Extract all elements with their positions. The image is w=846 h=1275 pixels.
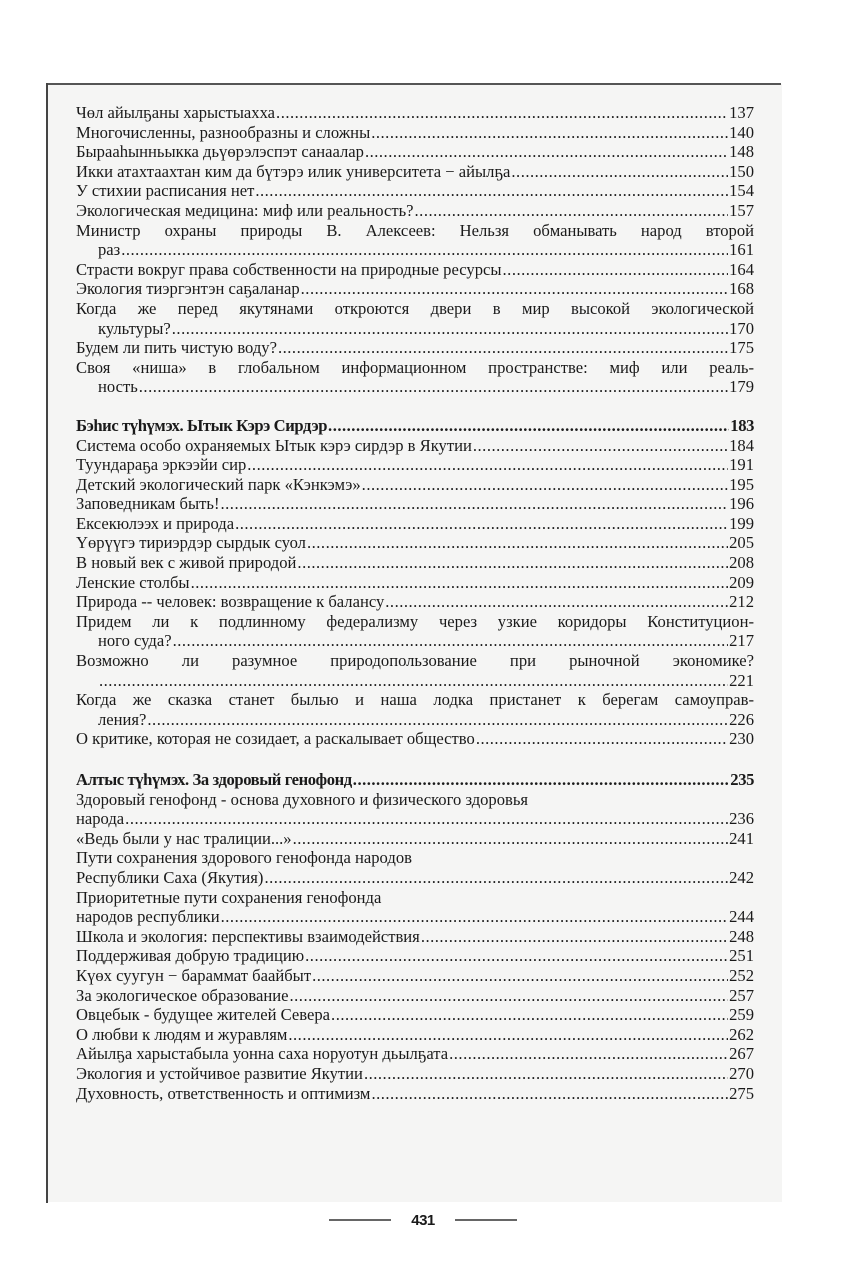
entry-title-line: Придем ли к подлинному федерализму через узкие коридоры Конституцион-	[76, 611, 754, 631]
frame-top-rule	[47, 83, 781, 85]
leader-dots	[305, 946, 728, 966]
toc-entry[interactable]: В новый век с живой природой ..... 208	[76, 553, 754, 573]
footer-rule-right	[455, 1219, 517, 1221]
page-number: 154	[729, 181, 754, 201]
toc-entry[interactable]: Многочисленны, разнообразны и сложны ..... 140	[76, 123, 754, 143]
leader-dots	[449, 1044, 728, 1064]
page-number: 140	[729, 122, 754, 142]
page-number: 212	[729, 592, 754, 612]
page-number: 205	[729, 533, 754, 553]
toc-entry[interactable]: Айылҕа харыстабыла уонна саха норуотун дьылҕата ..... 267	[76, 1044, 754, 1064]
entry-title-line: Пути сохранения здорового генофонда народов	[76, 848, 412, 868]
page-number: 148	[729, 142, 754, 162]
leader-dots	[290, 986, 729, 1006]
leader-dots	[415, 201, 729, 221]
page-number: 184	[729, 435, 754, 455]
leader-dots	[364, 1064, 728, 1084]
toc-entry[interactable]: Ексекюлээх и природа ..... 199	[76, 514, 754, 534]
page-number: 221	[729, 670, 754, 690]
toc-entry[interactable]: За экологическое образование ..... 257	[76, 986, 754, 1006]
leader-dots	[221, 494, 729, 514]
entry-title-line: Когда же перед якутянами откроются двери в мир высокой экологической	[76, 298, 754, 318]
page-number: 209	[729, 572, 754, 592]
page-number: 168	[729, 279, 754, 299]
leader-dots	[362, 475, 728, 495]
leader-dots	[301, 279, 728, 299]
leader-dots	[276, 103, 728, 123]
entry-title-line: Приоритетные пути сохранения генофонда	[76, 887, 382, 907]
toc-entry[interactable]: Күөх суугун − бараммат баайбыт ..... 252	[76, 966, 754, 986]
folio-page-number: 431	[411, 1211, 435, 1229]
leader-dots	[365, 142, 728, 162]
leader-dots	[221, 907, 728, 927]
leader-dots	[331, 1005, 728, 1025]
leader-dots	[278, 338, 728, 358]
page-number: 217	[729, 631, 754, 651]
leader-dots	[191, 573, 729, 593]
toc-entry[interactable]: О критике, которая не созидает, а раскалывает общество ..... 230	[76, 729, 754, 749]
leader-dots	[255, 181, 728, 201]
toc-entry[interactable]: Своя «ниша» в глобальном информационном пространстве: миф или реаль- ность ..... 179	[76, 358, 754, 397]
page-number: 161	[729, 240, 754, 260]
leader-dots	[121, 240, 728, 260]
toc-entry[interactable]: Детский экологический парк «Кэнкэмэ» ..... 195	[76, 475, 754, 495]
table-of-contents	[76, 103, 754, 1103]
page-number: 275	[729, 1083, 754, 1103]
toc-entry[interactable]: Министр охраны природы В. Алексеев: Нельзя обманывать народ второй раз ..... 161	[76, 221, 754, 260]
page-number: 150	[729, 161, 754, 181]
leader-dots	[172, 319, 728, 339]
page-number: 164	[729, 259, 754, 279]
toc-entry[interactable]: Бырааһынньыкка дьүөрэлэспэт санаалар ..... 148	[76, 142, 754, 162]
entry-title-line: Своя «ниша» в глобальном информационном пространстве: миф или реаль-	[76, 357, 754, 377]
toc-entry[interactable]: У стихии расписания нет ..... 154	[76, 181, 754, 201]
page-number: 259	[729, 1005, 754, 1025]
section-heading[interactable]: Алтыс түһүмэх. За здоровый генофонд ..... 235	[76, 770, 754, 790]
leader-dots	[293, 829, 729, 849]
toc-entry[interactable]: Пути сохранения здорового генофонда народов Республики Саха (Якутия) ..... 242	[76, 848, 754, 887]
toc-entry[interactable]: Духовность, ответственность и оптимизм ..... 275	[76, 1084, 754, 1104]
toc-entry[interactable]: Үөрүүгэ тириэрдэр сырдык суол ..... 205	[76, 533, 754, 553]
leader-dots	[99, 671, 728, 691]
page-number: 208	[729, 553, 754, 573]
toc-entry[interactable]: Природа -- человек: возвращение к балансу ..... 212	[76, 592, 754, 612]
page-number: 157	[729, 200, 754, 220]
page-number: 252	[729, 965, 754, 985]
toc-entry[interactable]: Когда же перед якутянами откроются двери в мир высокой экологической культуры? ..... 170	[76, 299, 754, 338]
entry-title-line: Когда же сказка станет былью и наша лодка пристанет к берегам самоуправ-	[76, 690, 754, 710]
page-number: 170	[729, 318, 754, 338]
page-number: 235	[730, 770, 754, 789]
page-number: 195	[729, 474, 754, 494]
leader-dots	[147, 710, 728, 730]
page-number: 270	[729, 1063, 754, 1083]
page-footer	[0, 1208, 846, 1232]
toc-entry[interactable]: Ленские столбы ..... 209	[76, 573, 754, 593]
toc-entry[interactable]: Чөл айылҕаны харыстыахха ..... 137	[76, 103, 754, 123]
page-number: 262	[729, 1024, 754, 1044]
toc-entry[interactable]: Экология тиэргэнтэн саҕаланар ..... 168	[76, 279, 754, 299]
leader-dots	[328, 416, 729, 436]
toc-entry[interactable]: Туундараҕа эркээйи сир ..... 191	[76, 455, 754, 475]
leader-dots	[125, 809, 728, 829]
page-number: 244	[729, 907, 754, 927]
page-number: 199	[729, 513, 754, 533]
page-number: 248	[729, 926, 754, 946]
toc-entry[interactable]: Здоровый генофонд - основа духовного и физического здоровья народа ..... 236	[76, 790, 754, 829]
page-number: 226	[729, 709, 754, 729]
leader-dots	[139, 377, 728, 397]
toc-entry[interactable]: Школа и экология: перспективы взаимодействия ..... 248	[76, 927, 754, 947]
leader-dots	[307, 533, 728, 553]
section-heading[interactable]: Бэһис түһүмэх. Ытык Кэрэ Сирдэр ..... 183	[76, 416, 754, 436]
entry-title-line: Возможно ли разумное природопользование при рыночной экономике?	[76, 651, 754, 671]
leader-dots	[247, 455, 728, 475]
toc-entry[interactable]: Придем ли к подлинному федерализму через узкие коридоры Конституцион- ного суда? ..... 217	[76, 612, 754, 651]
leader-dots	[421, 927, 728, 947]
toc-entry[interactable]	[76, 651, 754, 690]
toc-entry[interactable]: Заповедникам быть! ..... 196	[76, 494, 754, 514]
toc-entry[interactable]: Овцебык - будущее жителей Севера ..... 259	[76, 1005, 754, 1025]
leader-dots	[473, 436, 728, 456]
toc-entry[interactable]: Будем ли пить чистую воду? ..... 175	[76, 338, 754, 358]
entry-title-line: Здоровый генофонд - основа духовного и физического здоровья	[76, 789, 529, 809]
entry-title-line: Министр охраны природы В. Алексеев: Нельзя обманывать народ второй	[76, 220, 754, 240]
leader-dots	[385, 592, 728, 612]
page-number: 183	[730, 415, 754, 435]
leader-dots	[371, 1084, 728, 1104]
page-number: 241	[729, 828, 754, 848]
leader-dots	[173, 631, 729, 651]
page-number: 137	[729, 103, 754, 122]
toc-entry[interactable]: Экологическая медицина: миф или реальность? ..... 157	[76, 201, 754, 221]
leader-dots	[235, 514, 728, 534]
toc-entry[interactable]: «Ведь были у нас тралиции...» ..... 241	[76, 829, 754, 849]
page-number: 196	[729, 494, 754, 514]
toc-entry[interactable]: Икки атахтаахтан ким да бүтэрэ илик университета − айылҕа ..... 150	[76, 162, 754, 182]
page-number: 175	[729, 338, 754, 358]
page-number: 251	[729, 946, 754, 966]
toc-entry[interactable]: Когда же сказка станет былью и наша лодка пристанет к берегам самоуправ- ления? ..... 226	[76, 690, 754, 729]
leader-dots	[288, 1025, 728, 1045]
page-number: 257	[729, 985, 754, 1005]
toc-entry[interactable]: Экология и устойчивое развитие Якутии ..... 270	[76, 1064, 754, 1084]
leader-dots	[511, 162, 728, 182]
leader-dots	[353, 770, 730, 790]
toc-entry[interactable]: О любви к людям и журавлям ..... 262	[76, 1025, 754, 1045]
page-number: 242	[729, 867, 754, 887]
toc-entry[interactable]: Приоритетные пути сохранения генофонда народов республики ..... 244	[76, 888, 754, 927]
leader-dots	[503, 260, 729, 280]
leader-dots	[297, 553, 728, 573]
footer-rule-left	[329, 1219, 391, 1221]
leader-dots	[264, 868, 728, 888]
frame-left-rule	[46, 83, 48, 1203]
toc-entry[interactable]: Поддерживая добрую традицию ..... 251	[76, 946, 754, 966]
toc-entry[interactable]: Система особо охраняемых Ытык кэрэ сирдэр в Якутии ..... 184	[76, 436, 754, 456]
leader-dots	[312, 966, 728, 986]
toc-entry[interactable]: Страсти вокруг права собственности на природные ресурсы ..... 164	[76, 260, 754, 280]
leader-dots	[371, 123, 728, 143]
page-number: 230	[729, 729, 754, 749]
page-number: 267	[729, 1044, 754, 1064]
page-number: 236	[729, 809, 754, 829]
page-number: 191	[729, 455, 754, 475]
page-number: 179	[729, 377, 754, 397]
leader-dots	[476, 729, 728, 749]
